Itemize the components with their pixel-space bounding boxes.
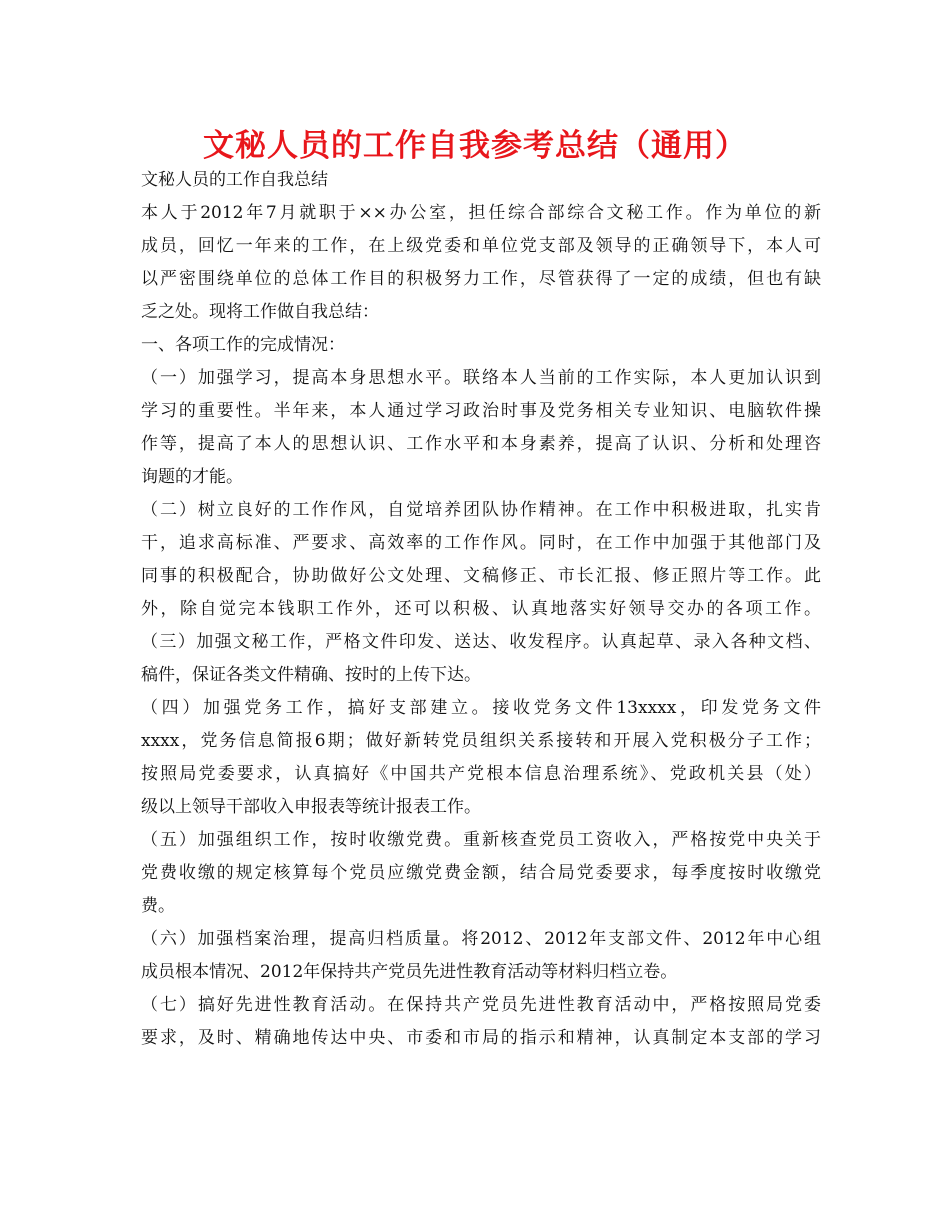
- body-line: 文秘人员的工作自我总结: [141, 170, 328, 190]
- body-line: 党费收缴的规定核算每个党员应缴党费金额，结合局党委要求，每季度按时收缴党: [141, 863, 821, 883]
- body-line: 以严密围绕单位的总体工作目的积极努力工作，尽管获得了一定的成绩，但也有缺: [141, 269, 821, 289]
- body-line: 级以上领导干部收入申报表等统计报表工作。: [141, 797, 481, 817]
- body-line: 作等，提高了本人的思想认识、工作水平和本身素养，提高了认识、分析和处理咨: [141, 434, 821, 454]
- body-line: 成员，回忆一年来的工作，在上级党委和单位党支部及领导的正确领导下，本人可: [141, 236, 821, 256]
- body-line: （六）加强档案治理，提高归档质量。将2012、2012年支部文件、2012年中心组: [141, 929, 821, 949]
- body-line: 外，除自觉完本钱职工作外，还可以积极、认真地落实好领导交办的各项工作。: [141, 599, 821, 619]
- document-title: 文秘人员的工作自我参考总结（通用）: [203, 128, 747, 164]
- body-line: 询题的才能。: [141, 467, 243, 487]
- body-line: 一、各项工作的完成情况：: [141, 335, 345, 355]
- body-line: 稿件，保证各类文件精确、按时的上传下达。: [141, 665, 481, 685]
- body-line: 同事的积极配合，协助做好公文处理、文稿修正、市长汇报、修正照片等工作。此: [141, 566, 821, 586]
- body-line: 干，追求高标准、严要求、高效率的工作作风。同时，在工作中加强于其他部门及: [141, 533, 821, 553]
- body-line: 乏之处。现将工作做自我总结：: [141, 302, 379, 322]
- body-line: （七）搞好先进性教育活动。在保持共产党员先进性教育活动中，严格按照局党委: [141, 995, 821, 1015]
- document-body: [141, 164, 821, 1055]
- body-line: 要求，及时、精确地传达中央、市委和市局的指示和精神，认真制定本支部的学习: [141, 1028, 821, 1048]
- body-line: （五）加强组织工作，按时收缴党费。重新核查党员工资收入，严格按党中央关于: [141, 830, 821, 850]
- body-line: （一）加强学习，提高本身思想水平。联络本人当前的工作实际，本人更加认识到: [141, 368, 821, 388]
- body-line: 本人于2012年7月就职于××办公室，担任综合部综合文秘工作。作为单位的新: [141, 203, 821, 223]
- body-line: （三）加强文秘工作，严格文件印发、送达、收发程序。认真起草、录入各种文档、: [141, 632, 821, 652]
- body-line: xxxx，党务信息简报6期；做好新转党员组织关系接转和开展入党积极分子工作；: [141, 731, 821, 751]
- body-line: 费。: [141, 896, 175, 916]
- body-line: 按照局党委要求，认真搞好《中国共产党根本信息治理系统》、党政机关县（处）: [141, 764, 821, 784]
- body-line: （二）树立良好的工作作风，自觉培养团队协作精神。在工作中积极进取，扎实肯: [141, 500, 821, 520]
- body-line: （四）加强党务工作，搞好支部建立。接收党务文件13xxxx，印发党务文件: [141, 698, 821, 718]
- body-line: 成员根本情况、2012年保持共产党员先进性教育活动等材料归档立卷。: [141, 962, 678, 982]
- body-line: 学习的重要性。半年来，本人通过学习政治时事及党务相关专业知识、电脑软件操: [141, 401, 821, 421]
